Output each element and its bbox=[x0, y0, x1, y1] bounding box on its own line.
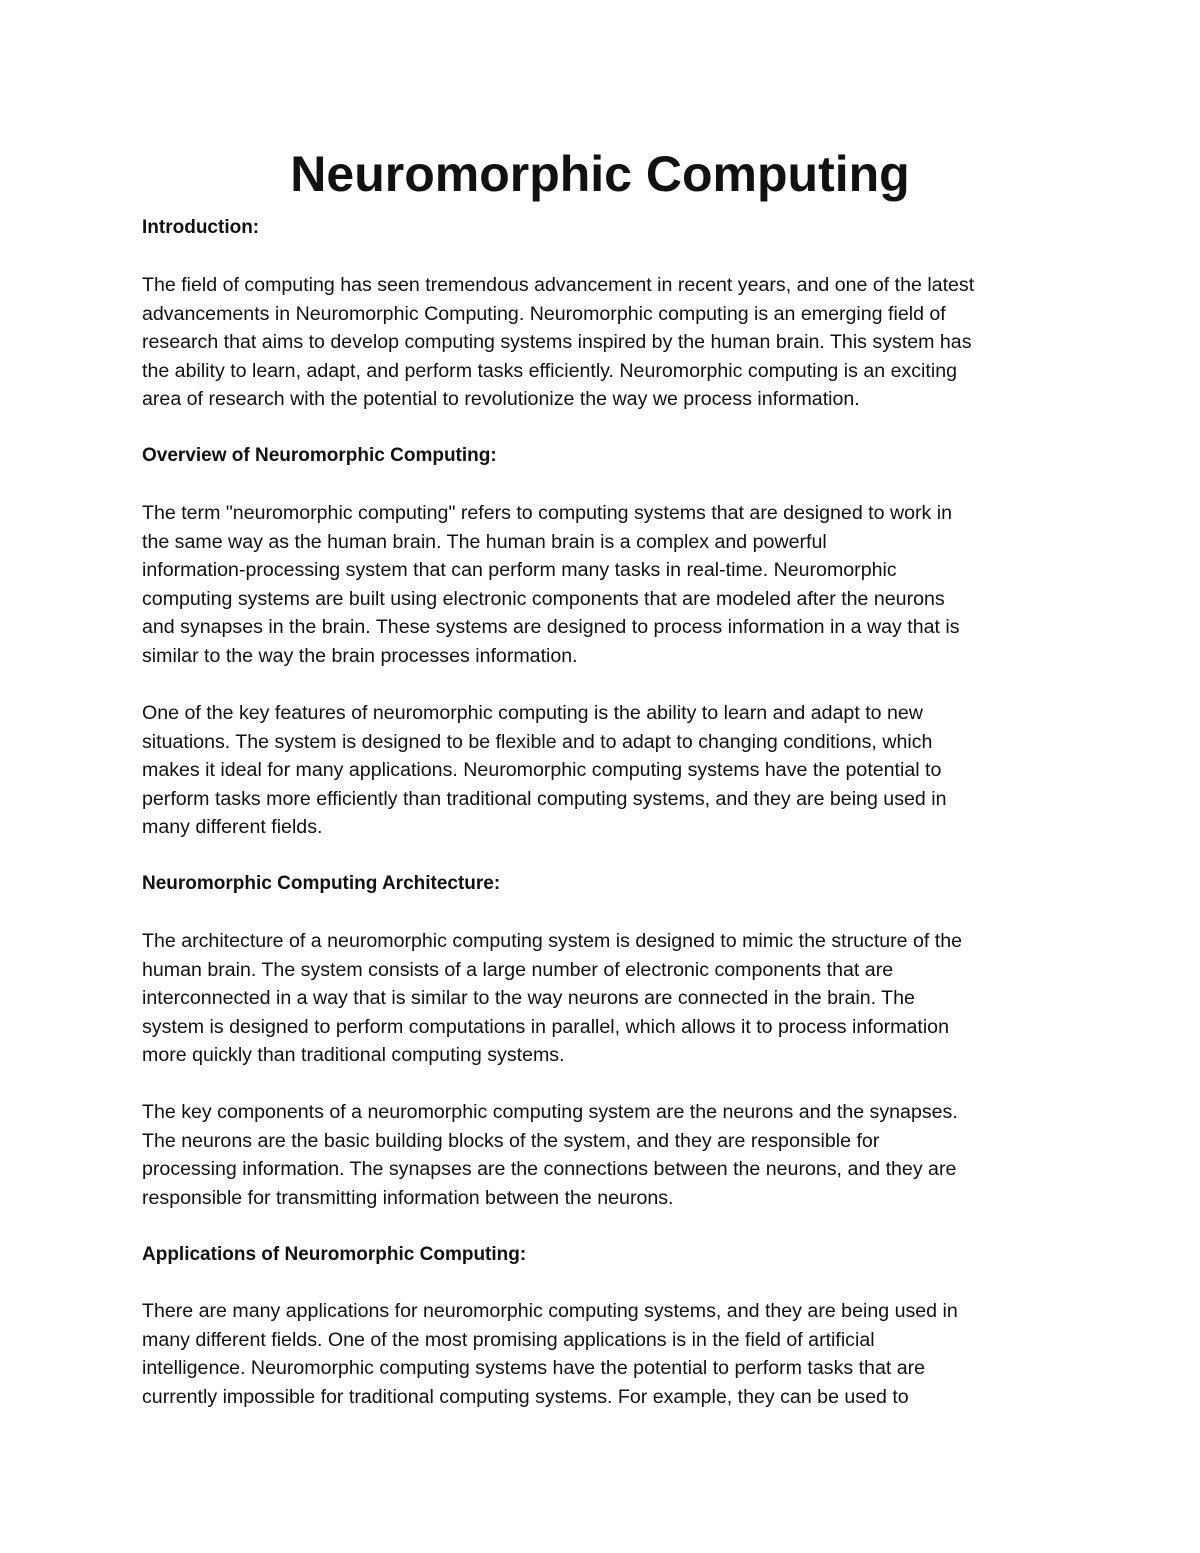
document-title: Neuromorphic Computing bbox=[290, 146, 910, 202]
paragraph-architecture-1 bbox=[142, 927, 962, 1070]
paragraph-line: currently impossible for traditional computing systems. For example, they can be used to bbox=[142, 1385, 909, 1408]
paragraph-line: the ability to learn, adapt, and perform tasks efficiently. Neuromorphic computing is an exciting bbox=[142, 359, 958, 382]
paragraph-line: the same way as the human brain. The human brain is a complex and powerful bbox=[142, 530, 827, 553]
paragraph-line: responsible for transmitting information between the neurons. bbox=[142, 1186, 674, 1209]
paragraph-line: similar to the way the brain processes information. bbox=[142, 644, 578, 667]
paragraph-line: human brain. The system consists of a large number of electronic components that are bbox=[142, 958, 894, 981]
paragraph-line: situations. The system is designed to be flexible and to adapt to changing conditions, which bbox=[142, 730, 933, 753]
paragraph-line: makes it ideal for many applications. Neuromorphic computing systems have the potential to bbox=[142, 759, 942, 781]
paragraph-line: intelligence. Neuromorphic computing systems have the potential to perform tasks that are bbox=[142, 1357, 926, 1379]
paragraph-line: area of research with the potential to revolutionize the way we process information. bbox=[142, 388, 860, 410]
section-heading-architecture: Neuromorphic Computing Architecture: bbox=[142, 873, 501, 894]
section-heading-applications: Applications of Neuromorphic Computing: bbox=[142, 1244, 527, 1265]
section-heading-introduction: Introduction: bbox=[142, 217, 260, 238]
paragraph-line: and synapses in the brain. These systems are designed to process information in a way that is bbox=[142, 616, 960, 638]
paragraph-architecture-2 bbox=[142, 1098, 958, 1212]
paragraph-line: The architecture of a neuromorphic computing system is designed to mimic the structure of the bbox=[142, 930, 963, 952]
paragraph-line: There are many applications for neuromorphic computing systems, and they are being used in bbox=[142, 1300, 958, 1322]
paragraph-line: more quickly than traditional computing systems. bbox=[142, 1044, 565, 1066]
paragraph-overview-2 bbox=[142, 699, 946, 842]
paragraph-line: The neurons are the basic building blocks of the system, and they are responsible for bbox=[142, 1129, 880, 1152]
paragraph-line: research that aims to develop computing systems inspired by the human brain. This system has bbox=[142, 331, 972, 353]
paragraph-introduction bbox=[142, 271, 974, 414]
paragraph-line: advancements in Neuromorphic Computing. Neuromorphic computing is an emerging field of bbox=[142, 302, 946, 325]
section-heading-overview: Overview of Neuromorphic Computing: bbox=[142, 445, 497, 466]
paragraph-line: The term "neuromorphic computing" refers to computing systems that are designed to work in bbox=[142, 502, 953, 524]
paragraph-line: One of the key features of neuromorphic computing is the ability to learn and adapt to new bbox=[142, 702, 923, 724]
paragraph-line: perform tasks more efficiently than traditional computing systems, and they are being used in bbox=[142, 787, 947, 810]
paragraph-line: processing information. The synapses are the connections between the neurons, and they are bbox=[142, 1158, 957, 1180]
paragraph-line: system is designed to perform computations in parallel, which allows it to process information bbox=[142, 1015, 949, 1038]
paragraph-applications bbox=[142, 1297, 958, 1411]
paragraph-overview-1 bbox=[142, 499, 960, 670]
paragraph-line: many different fields. bbox=[142, 816, 323, 838]
paragraph-line: interconnected in a way that is similar to the way neurons are connected in the brain. The bbox=[142, 987, 915, 1009]
paragraph-line: information-processing system that can perform many tasks in real-time. Neuromorphic bbox=[142, 559, 897, 581]
paragraph-line: many different fields. One of the most promising applications is in the field of artificial bbox=[142, 1328, 875, 1351]
paragraph-line: The key components of a neuromorphic computing system are the neurons and the synapses. bbox=[142, 1101, 958, 1123]
paragraph-line: The field of computing has seen tremendous advancement in recent years, and one of the latest bbox=[142, 274, 975, 296]
paragraph-line: computing systems are built using electronic components that are modeled after the neurons bbox=[142, 587, 945, 610]
